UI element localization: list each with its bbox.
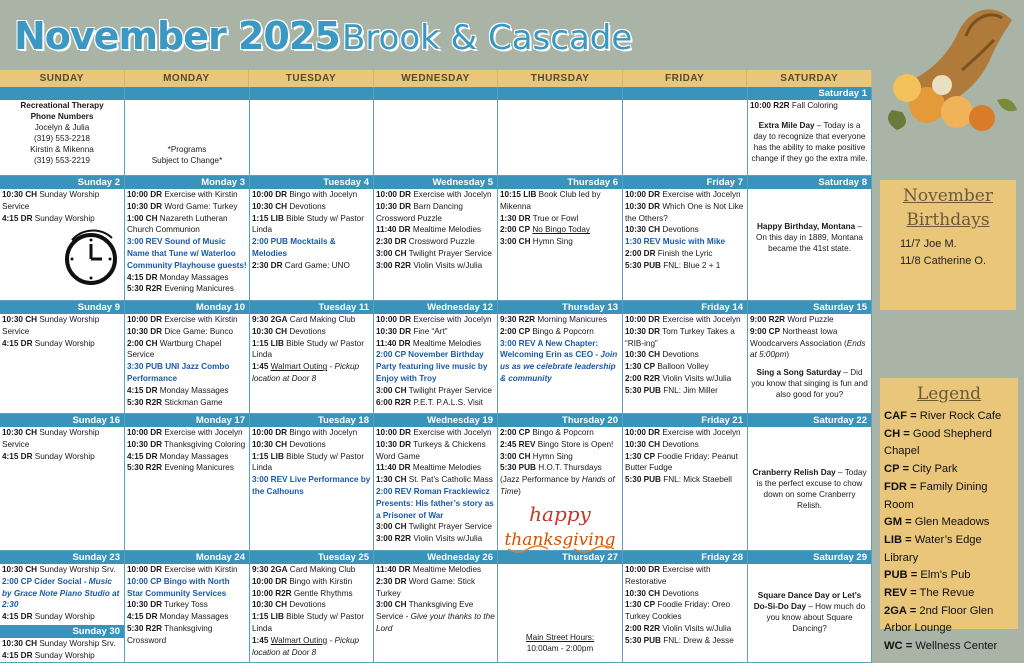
event-item: 10:30 CH Devotions — [252, 326, 326, 336]
weekday-header-row — [0, 70, 872, 87]
event-item: 2:00 CP Bingo & Popcorn — [500, 326, 594, 336]
phone-name-1: Jocelyn & Julia — [34, 123, 90, 132]
event-item: 11:40 DR Mealtime Melodies — [376, 463, 482, 473]
day-header: Tuesday 11 — [250, 301, 373, 314]
event-item: 2:30 DR Crossword Puzzle — [376, 237, 475, 247]
event-item: 4:15 DR Sunday Worship — [2, 451, 95, 461]
event-item: 10:00 DR Bingo with Jocelyn — [252, 428, 358, 437]
day-cell-tue25 — [250, 551, 374, 663]
event-item: 10:30 CH Devotions — [252, 439, 326, 449]
event-item: 3:30 PUB UNI Jazz Combo Performance — [127, 362, 230, 383]
event-item: 3:00 CH Twilight Prayer Service — [376, 248, 492, 258]
event-item: 10:00 DR Exercise with Kirstin — [127, 315, 238, 324]
day-header: Sunday 2 — [0, 176, 124, 189]
day-cell-sat29 — [748, 551, 872, 663]
event-item: 1:30 REV Music with Mike — [625, 237, 726, 247]
event-item: 5:30 PUB FNL: Mick Staebell — [625, 475, 732, 485]
event-item: 5:30 R2R Stickman Game — [127, 397, 223, 407]
event-item: 2:30 DR Card Game: UNO — [252, 260, 350, 270]
day-cell-wed19 — [374, 414, 498, 551]
day-cell-sun2 — [0, 176, 125, 301]
birthdays-title-2: Birthdays — [906, 210, 990, 230]
empty-cell — [250, 87, 374, 176]
event-item: 5:30 R2R Thanksgiving Crossword — [127, 623, 213, 645]
legend-title: Legend — [916, 384, 982, 404]
legend-item: GM = Glen Meadows — [884, 516, 990, 529]
event-item: 1:30 DR True or Fowl — [500, 213, 579, 223]
main-street-hours: 10:00am - 2:00pm — [526, 644, 594, 653]
day-note: Square Dance Day or Let’s Do-Si-Do Day – How much do you know about Square Dancing? — [753, 591, 866, 633]
day-cell-wed12 — [374, 301, 498, 414]
event-item: 5:30 R2R Evening Manicures — [127, 284, 234, 294]
calendar-grid — [0, 70, 872, 663]
event-item: 10:30 CH Devotions — [625, 439, 699, 449]
phone-title-2: Phone Numbers — [30, 112, 94, 121]
event-item: 2:00 REV Roman Frackiewicz Presents: His father’s story as a Prisoner of War — [376, 486, 494, 520]
day-header: Sunday 16 — [0, 414, 124, 427]
event-item: 10:30 CH Sunday Worship Service — [2, 315, 100, 336]
day-header: Friday 28 — [623, 551, 747, 564]
event-item: 10:30 CH Devotions — [625, 588, 699, 598]
weekday-sunday: SUNDAY — [0, 70, 125, 87]
day-header: Wednesday 12 — [374, 301, 497, 314]
empty-cell — [374, 87, 498, 176]
day-note: Cranberry Relish Day – Today is the perfect excuse to chow down on some Cranberry Relish. — [752, 468, 867, 510]
legend-item: CH = Good Shepherd Chapel — [884, 427, 992, 458]
event-item: 5:30 PUB FNL: Blue 2 + 1 — [625, 260, 721, 270]
day-cell-sun30 — [0, 625, 125, 663]
event-item: 4:15 DR Sunday Worship — [2, 213, 95, 223]
legend-panel — [880, 378, 1018, 653]
event-item: 1:15 LIB Bible Study w/ Pastor Linda — [252, 213, 364, 235]
day-header: Monday 24 — [125, 551, 249, 564]
event-item: 4:15 DR Monday Massages — [127, 272, 229, 282]
event-item: 10:30 DR Turkey Toss — [127, 600, 208, 610]
event-item: 10:30 CH Devotions — [625, 350, 699, 360]
event-item: 11:40 DR Mealtime Melodies — [376, 565, 482, 574]
birthdays-panel — [880, 180, 1016, 310]
event-item: 10:00 DR Exercise with Kirstin — [127, 565, 238, 574]
weekday-wednesday: WEDNESDAY — [374, 70, 499, 87]
event-item: 3:00 CH Twilight Prayer Service — [376, 385, 492, 395]
day-header: Monday 10 — [125, 301, 249, 314]
weekday-friday: FRIDAY — [623, 70, 748, 87]
event-item: 4:15 DR Sunday Worship — [2, 338, 95, 348]
day-header: Saturday 29 — [748, 551, 871, 564]
day-note: Sing a Song Saturday – Did you know that singing is fun and also good for you? — [751, 368, 868, 400]
day-cell-sun16 — [0, 414, 125, 551]
day-cell-sat22 — [748, 414, 872, 551]
legend-item: LIB = Water’s Edge Library — [884, 533, 982, 564]
day-cell-fri21 — [623, 414, 748, 551]
event-item: 3:00 R2R Violin Visits w/Julia — [376, 260, 483, 270]
day-cell-wed5 — [374, 176, 498, 301]
legend-item: PUB = Elm’s Pub — [884, 569, 971, 582]
day-cell-mon24 — [125, 551, 250, 663]
event-item: 3:00 REV A New Chapter: Welcoming Erin as CEO - Join us as we celebrate leadership & community — [500, 338, 618, 383]
event-item: 9:30 2GA Card Making Club — [252, 565, 356, 574]
phone-name-2: Kirstin & Mikenna — [30, 145, 94, 154]
event-item: 10:00 DR Exercise with Jocelyn — [625, 315, 741, 324]
event-item: 10:30 CH Sunday Worship Service — [2, 428, 100, 449]
event-item: 10:30 DR Tom Turkey Takes a “RIB-ing” — [625, 326, 735, 348]
event-item: 2:00 DR Finish the Lyric — [625, 248, 713, 258]
event-item: 1:00 CH Nazareth Lutheran Church Communion — [127, 213, 228, 235]
day-header: Friday 7 — [623, 176, 747, 189]
day-cell-mon10 — [125, 301, 250, 414]
birthday-item: 11/8 Catherine O. — [900, 255, 987, 267]
event-item: 3:00 CH Hymn Sing — [500, 237, 573, 247]
day-cell-sat8 — [748, 176, 872, 301]
day-cell-sat1 — [748, 87, 872, 176]
phone-number-2: (319) 553-2219 — [34, 156, 90, 165]
event-item: 10:30 DR Dice Game: Bunco — [127, 326, 234, 336]
event-item: 1:30 CH St. Pat’s Catholic Mass — [376, 475, 493, 485]
event-item: 2:00 CP Cider Social - Music by Grace Note Piano Studio at 2:30 — [2, 576, 120, 610]
day-header: Sunday 30 — [0, 625, 124, 638]
event-item: 10:00 DR Exercise with Restorative — [625, 565, 711, 586]
svg-text:happy: happy — [529, 502, 591, 526]
day-header: Friday 14 — [623, 301, 747, 314]
event-item: 10:00 DR Exercise with Jocelyn — [625, 428, 741, 437]
day-header: Monday 3 — [125, 176, 249, 189]
day-cell-mon3 — [125, 176, 250, 301]
event-item: 9:30 R2R Morning Manicures — [500, 315, 607, 324]
happy-thanksgiving-graphic — [502, 497, 620, 557]
event-item: 4:15 DR Monday Massages — [127, 612, 229, 622]
weekday-monday: MONDAY — [125, 70, 250, 87]
event-item: 2:00 CH Wartburg Chapel Service — [127, 338, 222, 360]
event-item: 10:30 CH Devotions — [625, 225, 699, 235]
event-item: 2:00 CP November Birthday Party featuring live music by Enjoy with Troy — [376, 350, 488, 383]
event-item: 2:00 R2R Violin Visits w/Julia — [625, 623, 732, 633]
phone-number-1: (319) 553-2218 — [34, 134, 90, 143]
day-header: Monday 17 — [125, 414, 249, 427]
event-item: 3:00 CH Hymn Sing — [500, 451, 573, 461]
event-item: 1:30 CP Foodie Friday: Peanut Butter Fudge — [625, 451, 738, 473]
event-item: 10:00 R2R Fall Coloring — [750, 101, 838, 110]
legend-item: FDR = Family Dining Room — [884, 480, 988, 511]
title-bar — [0, 0, 880, 70]
event-item: 10:30 DR Word Game: Turkey — [127, 201, 238, 211]
event-item: 5:30 R2R Evening Manicures — [127, 463, 234, 473]
event-item: 2:30 DR Word Game: Stick Turkey — [376, 576, 476, 598]
event-item: 2:00 CP No Bingo Today — [500, 225, 590, 235]
event-item: 10:30 DR Which One is Not Like the Others? — [625, 201, 744, 223]
day-cell-fri28 — [623, 551, 748, 663]
day-note: Extra Mile Day – Today is a day to recognize that everyone has the ability to make positive change if they go the extra mile. — [751, 120, 868, 163]
day-note: Happy Birthday, Montana – On this day in 1889, Montana became the 41st state. — [756, 222, 863, 253]
main-street-hours-label: Main Street Hours: — [525, 633, 595, 642]
empty-cell — [498, 87, 623, 176]
birthday-item: 11/7 Joe M. — [900, 238, 957, 250]
day-cell-wed26 — [374, 551, 498, 663]
event-item: 2:00 R2R Violin Visits w/Julia — [625, 373, 732, 383]
day-header: Saturday 22 — [748, 414, 871, 427]
day-cell-thu6 — [498, 176, 623, 301]
day-header: Thursday 27 — [498, 551, 622, 564]
event-item: 9:30 2GA Card Making Club — [252, 315, 356, 324]
phone-numbers-cell — [0, 87, 125, 176]
programs-note-1: *Programs — [167, 145, 207, 154]
day-header: Sunday 9 — [0, 301, 124, 314]
event-item: 1:15 LIB Bible Study w/ Pastor Linda — [252, 612, 364, 633]
event-item: 10:00 CP Bingo with North Star Community Services — [127, 576, 230, 598]
day-header: Wednesday 5 — [374, 176, 497, 189]
event-item: 9:00 R2R Word Puzzle — [750, 315, 834, 324]
day-header: Wednesday 26 — [374, 551, 497, 564]
day-header: Tuesday 4 — [250, 176, 373, 189]
event-item: 4:15 DR Monday Massages — [127, 451, 229, 461]
day-header: Tuesday 18 — [250, 414, 373, 427]
day-header: Thursday 13 — [498, 301, 622, 314]
event-item: 1:15 LIB Bible Study w/ Pastor Linda — [252, 451, 364, 473]
day-header: Saturday 15 — [748, 301, 871, 314]
event-item: 10:00 R2R Gentle Rhythms — [252, 588, 353, 598]
day-cell-sat15 — [748, 301, 872, 414]
day-cell-thu13 — [498, 301, 623, 414]
day-cell-tue11 — [250, 301, 374, 414]
event-item: 2:45 REV Bingo Store is Open! — [500, 439, 614, 449]
day-header: Friday 21 — [623, 414, 747, 427]
event-item: 10:00 DR Bingo with Jocelyn — [252, 190, 358, 199]
event-item: 1:30 CP Foodie Friday: Oreo Turkey Cookies — [625, 600, 731, 622]
day-header: Wednesday 19 — [374, 414, 497, 427]
day-cell-fri7 — [623, 176, 748, 301]
event-item: 1:15 LIB Bible Study w/ Pastor Linda — [252, 338, 364, 360]
birthdays-title-1: November — [903, 186, 993, 206]
weekday-saturday: SATURDAY — [747, 70, 872, 87]
event-item: 5:30 PUB FNL: Jim Miller — [625, 385, 718, 395]
day-cell-tue4 — [250, 176, 374, 301]
weekday-thursday: THURSDAY — [498, 70, 623, 87]
event-item: 10:15 LIB Book Club led by Mikenna — [500, 190, 601, 211]
event-item: 2:00 CP Bingo & Popcorn — [500, 428, 594, 437]
page-title: November 2025 — [14, 14, 340, 58]
day-header: Thursday 6 — [498, 176, 622, 189]
event-item: 10:00 DR Exercise with Kirstin — [127, 190, 238, 199]
programs-note-2: Subject to Change* — [151, 156, 223, 165]
day-header: Tuesday 25 — [250, 551, 373, 564]
svg-text:thanksgiving: thanksgiving — [504, 530, 616, 550]
event-item: 5:30 PUB FNL: Drew & Jesse — [625, 635, 734, 645]
event-item: 10:00 DR Exercise with Jocelyn — [376, 428, 492, 437]
event-item: 10:00 DR Exercise with Jocelyn — [376, 190, 492, 199]
event-item: 3:00 REV Sound of Music Name that Tune w/ Waterloo Community Playhouse guests! — [127, 237, 247, 270]
day-header: Sunday 23 — [0, 551, 124, 564]
event-item: 10:30 DR Fine “Art” — [376, 326, 448, 336]
event-item: 3:00 CH Twilight Prayer Service — [376, 522, 492, 532]
event-item: 10:00 DR Exercise with Jocelyn — [376, 315, 492, 324]
empty-cell — [623, 87, 748, 176]
event-item: 3:00 R2R Violin Visits w/Julia — [376, 534, 483, 544]
event-item: 10:30 CH Devotions — [252, 600, 326, 610]
event-item: 11:40 DR Mealtime Melodies — [376, 225, 482, 235]
legend-item: CAF = River Rock Cafe — [884, 410, 1002, 422]
day-cell-tue18 — [250, 414, 374, 551]
event-item: 10:30 DR Thanksgiving Coloring — [127, 439, 246, 449]
legend-item: CP = City Park — [884, 463, 958, 476]
event-item: 10:30 CH Sunday Worship Srv. — [2, 565, 116, 574]
event-item: 1:45 Walmart Outing - Pickup location at Door 8 — [252, 362, 360, 383]
legend-item: REV = The Revue — [884, 587, 975, 600]
event-item: 10:30 DR Barn Dancing Crossword Puzzle — [376, 201, 463, 223]
event-item: 1:30 CP Balloon Volley — [625, 362, 709, 372]
legend-item: WC = Wellness Center — [884, 640, 998, 653]
event-item: 4:15 DR Monday Massages — [127, 385, 229, 395]
event-item: 10:30 CH Sunday Worship Service — [2, 190, 100, 211]
event-item: 3:00 CH Thanksgiving Eve Service - Give your thanks to the Lord — [376, 600, 495, 633]
event-item: 9:00 CP Northeast Iowa Woodcarvers Association (Ends at 5:00pm) — [750, 326, 866, 360]
day-cell-thu27 — [498, 551, 623, 663]
programs-note-cell — [125, 87, 250, 176]
day-header: Thursday 20 — [498, 414, 622, 427]
event-item: 2:00 PUB Mocktails & Melodies — [252, 237, 336, 258]
day-cell-fri14 — [623, 301, 748, 414]
event-item: 10:00 DR Exercise with Jocelyn — [625, 190, 741, 199]
event-item: 3:00 REV Live Performance by the Calhouns — [252, 475, 371, 496]
phone-title-1: Recreational Therapy — [20, 101, 104, 110]
event-item: 10:30 CH Sunday Worship Srv. — [2, 639, 116, 648]
event-item: 10:00 DR Exercise with Jocelyn — [127, 428, 243, 437]
event-item: 10:30 DR Turkeys & Chickens Word Game — [376, 439, 486, 461]
event-item: 1:45 Walmart Outing - Pickup location at Door 8 — [252, 635, 360, 657]
clock-icon — [60, 226, 122, 288]
event-item: 6:00 R2R P.E.T. P.A.L.S. Visit — [376, 397, 483, 407]
community-name: Brook & Cascade — [342, 18, 633, 58]
event-item: 11:40 DR Mealtime Melodies — [376, 338, 482, 348]
day-cell-sun9 — [0, 301, 125, 414]
cornucopia-illustration — [872, 0, 1022, 150]
day-header: Saturday 1 — [748, 87, 871, 100]
day-cell-mon17 — [125, 414, 250, 551]
event-item: 4:15 DR Sunday Worship — [2, 612, 95, 622]
weekday-tuesday: TUESDAY — [249, 70, 374, 87]
day-cell-sun23 — [0, 551, 125, 625]
event-item: 5:30 PUB H.O.T. Thursdays (Jazz Performance by Hands of Time) — [500, 463, 615, 496]
day-header: Saturday 8 — [748, 176, 871, 189]
event-item: 4:15 DR Sunday Worship — [2, 650, 95, 660]
legend-item: 2GA = 2nd Floor Glen Arbor Lounge — [884, 604, 994, 635]
event-item: 10:30 CH Devotions — [252, 201, 326, 211]
event-item: 10:00 DR Bingo with Kirstin — [252, 576, 353, 586]
